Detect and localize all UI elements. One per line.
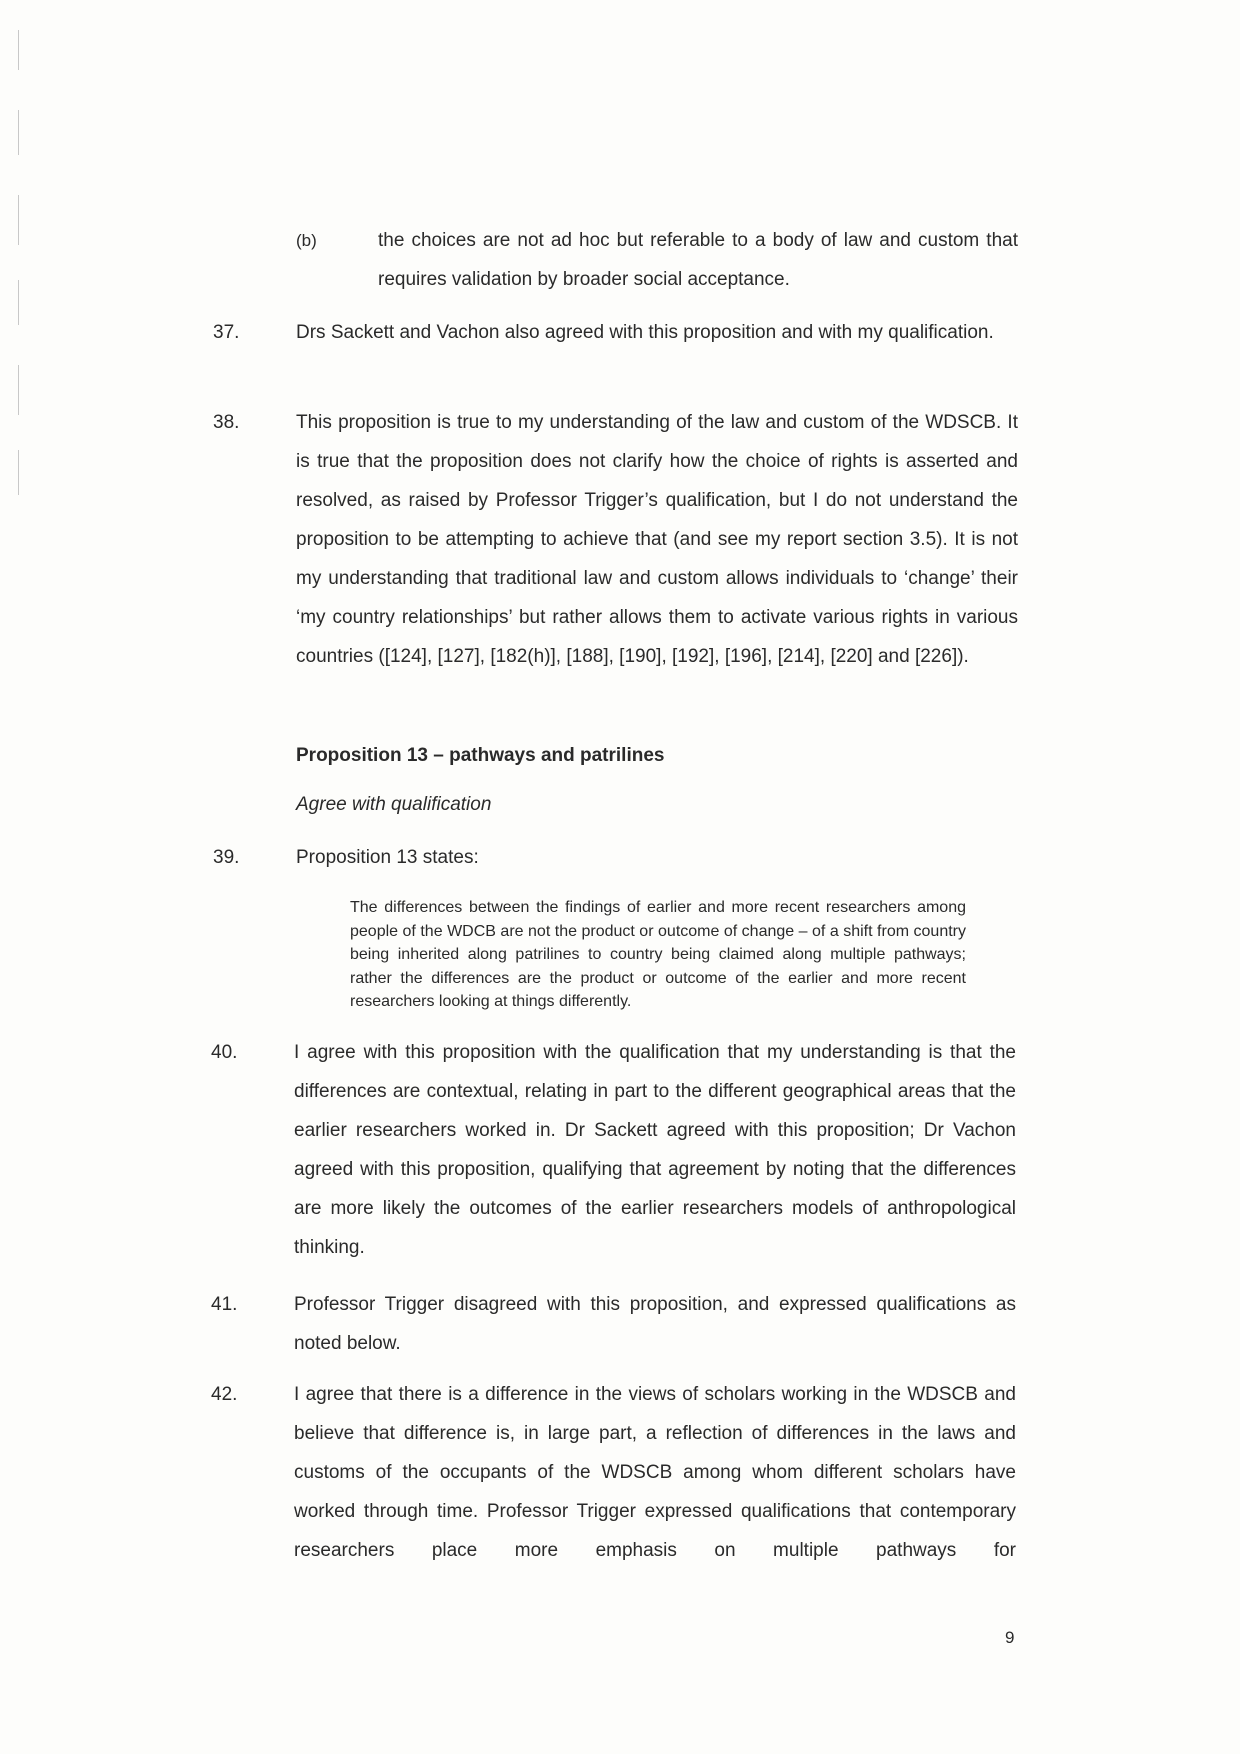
- paragraph-38: This proposition is true to my understanding of the law and custom of the WDSCB. It is true that the proposition does not clarify how the choice of rights is asserted and resolved, as raised by Professor Trigger’s qualification, but I do not understand the proposition to be attempting to achieve that (and see my report section 3.5). It is not my understanding that traditional law and custom allows individuals to ‘change’ their ‘my country relationships’ but rather allows them to activate various rights in various countries ([124], [127], [182(h)], [188], [190], [192], [196], [214], [220] and [226]).: [296, 412, 1018, 667]
- paragraph-40: I agree with this proposition with the qualification that my understanding is that the differences are contextual, relating in part to the different geographical areas that the earlier researchers worked in. Dr Sackett agreed with this proposition; Dr Vachon agreed with this proposition, qualifying that agreement by noting that the differences are more likely the outcomes of the earlier researchers models of anthropological thinking.: [294, 1042, 1016, 1258]
- scan-artifact: [18, 280, 19, 325]
- item-label: (b): [296, 231, 317, 250]
- paragraph-37: Drs Sackett and Vachon also agreed with this proposition and with my qualification.: [296, 322, 994, 343]
- scan-artifact: [18, 450, 19, 495]
- scan-artifact: [18, 195, 19, 245]
- paragraph-42: I agree that there is a difference in the views of scholars working in the WDSCB and believe that difference is, in large part, a reflection of differences in the laws and customs of the occupants of the WDSCB among whom different scholars have worked through time. Professor Trigger expressed qualifications that contemporary researchers place more emphasis on multiple pathways for: [294, 1384, 1016, 1561]
- paragraph-39: Proposition 13 states:: [296, 847, 479, 868]
- section-subheading: Agree with qualification: [296, 794, 492, 815]
- paragraph-number: 37.: [213, 322, 240, 343]
- block-quote: The differences between the findings of earlier and more recent researchers among people of the WDCB are not the product or outcome of change – of a shift from country being inherited along patrilines to country being claimed along multiple pathways; rather the differences are the product or outcome of the earlier and more recent researchers looking at things differently.: [350, 899, 966, 1010]
- paragraph-number: 39.: [213, 847, 240, 868]
- scan-artifact: [18, 30, 19, 70]
- paragraph-41: Professor Trigger disagreed with this proposition, and expressed qualifications as noted below.: [294, 1294, 1016, 1354]
- paragraph-number: 38.: [213, 412, 240, 433]
- paragraph-number: 42.: [211, 1384, 238, 1405]
- paragraph-number: 41.: [211, 1294, 238, 1315]
- section-heading: Proposition 13 – pathways and patrilines: [296, 745, 665, 766]
- item-text: the choices are not ad hoc but referable to a body of law and custom that requires validation by broader social acceptance.: [378, 230, 1018, 290]
- paragraph-number: 40.: [211, 1042, 238, 1063]
- scan-artifact: [18, 365, 19, 415]
- page-number: 9: [1005, 1628, 1015, 1647]
- scan-artifact: [18, 110, 19, 155]
